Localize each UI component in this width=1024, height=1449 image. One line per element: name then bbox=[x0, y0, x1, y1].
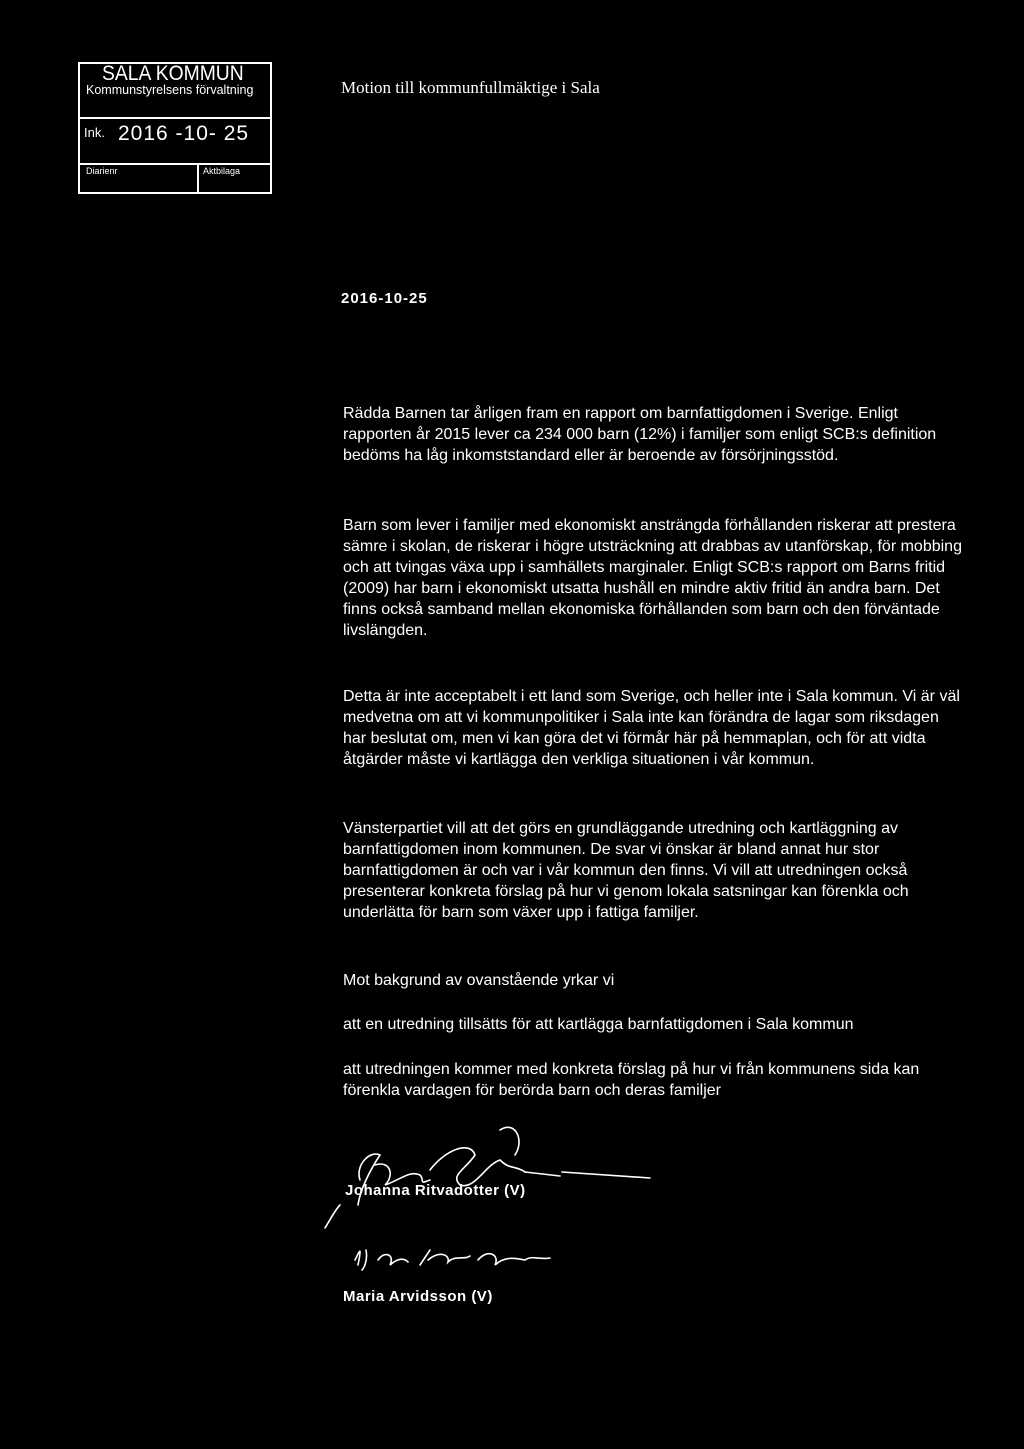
paragraph-demand-1: att en utredning tillsätts för att kartlägga barnfattigdomen i Sala kommun bbox=[343, 1016, 854, 1033]
signature-1-stroke bbox=[500, 1127, 519, 1155]
paragraph-motion-intro: Mot bakgrund av ovanstående yrkar vi bbox=[343, 972, 615, 989]
paragraph-acceptability: Detta är inte acceptabelt i ett land som Sverige, och heller inte i Sala kommun. Vi är väl medvetna om att vi kommunpolitiker i Sala inte kan förändra de lagar som riksdagen har beslutat om, men vi kan göra det vi förmår här på hemmaplan, och för att vidta åtgärder måste vi kartlägga den verkliga situationen i vår kommun. bbox=[343, 688, 960, 768]
signature-1-stroke bbox=[525, 1172, 650, 1178]
signatory-2-name: Maria Arvidsson (V) bbox=[343, 1288, 493, 1305]
registration-stamp bbox=[78, 62, 272, 194]
signature-2-stroke bbox=[420, 1250, 470, 1265]
stamp-ink-label: Ink. bbox=[84, 125, 105, 140]
signature-1-stroke bbox=[430, 1148, 525, 1186]
stamp-divider-vertical bbox=[197, 163, 199, 192]
paragraph-risks: Barn som lever i familjer med ekonomiskt ansträngda förhållanden riskerar att prestera sämre i skolan, de riskerar i högre utsträckning att drabbas av utanförskap, för mobbing och att tvingas växa upp i samhällets marginaler. Enligt SCB:s rapport om Barns fritid (2009) har barn i ekonomiskt utsatta hushåll en mindre aktiv fritid än andra barn. Det finns också samband mellan ekonomiska förhållanden som barn och den förväntade livslängden. bbox=[343, 517, 962, 639]
signature-1-stroke bbox=[325, 1205, 340, 1228]
stamp-dnr-label: Diarienr bbox=[86, 166, 118, 176]
document-date: 2016-10-25 bbox=[341, 290, 428, 307]
paragraph-intro: Rädda Barnen tar årligen fram en rapport om barnfattigdomen i Sverige. Enligt rapporten år 2015 lever ca 234 000 barn (12%) i familjer som enligt SCB:s definition bedöms ha låg inkomststandard eller är beroende av försörjningsstöd. bbox=[343, 405, 937, 464]
stamp-akt-label: Aktbilaga bbox=[203, 166, 241, 176]
stamp-dept: Kommunstyrelsens förvaltning bbox=[86, 83, 254, 97]
paragraph-proposal: Vänsterpartiet vill att det görs en grundläggande utredning och kartläggning av barnfattigdomen inom kommunen. De svar vi önskar är bland annat hur stor barnfattigdomen är och var i vår kommun den finns. Vi vill att utredningen också presenterar konkreta förslag på hur vi genom lokala satsningar kan förenkla och underlätta för barn som växer upp i fattiga familjer. bbox=[343, 820, 909, 921]
signatory-1-name: Johanna Ritvadotter (V) bbox=[345, 1182, 526, 1199]
stamp-divider bbox=[80, 117, 270, 119]
handwritten-signatures bbox=[300, 1110, 720, 1290]
stamp-org: SALA KOMMUN bbox=[102, 62, 244, 85]
paragraph-demand-2: att utredningen kommer med konkreta förslag på hur vi från kommunens sida kan förenkla vardagen för berörda barn och deras familjer bbox=[343, 1061, 920, 1099]
signature-2-stroke bbox=[478, 1254, 550, 1265]
signature-2-stroke bbox=[378, 1255, 408, 1265]
signature-2-stroke bbox=[355, 1250, 367, 1270]
document-title: Motion till kommunfullmäktige i Sala bbox=[341, 78, 600, 97]
stamp-divider-lower bbox=[80, 163, 270, 165]
stamp-ink-date: 2016 -10- 25 bbox=[118, 122, 250, 145]
